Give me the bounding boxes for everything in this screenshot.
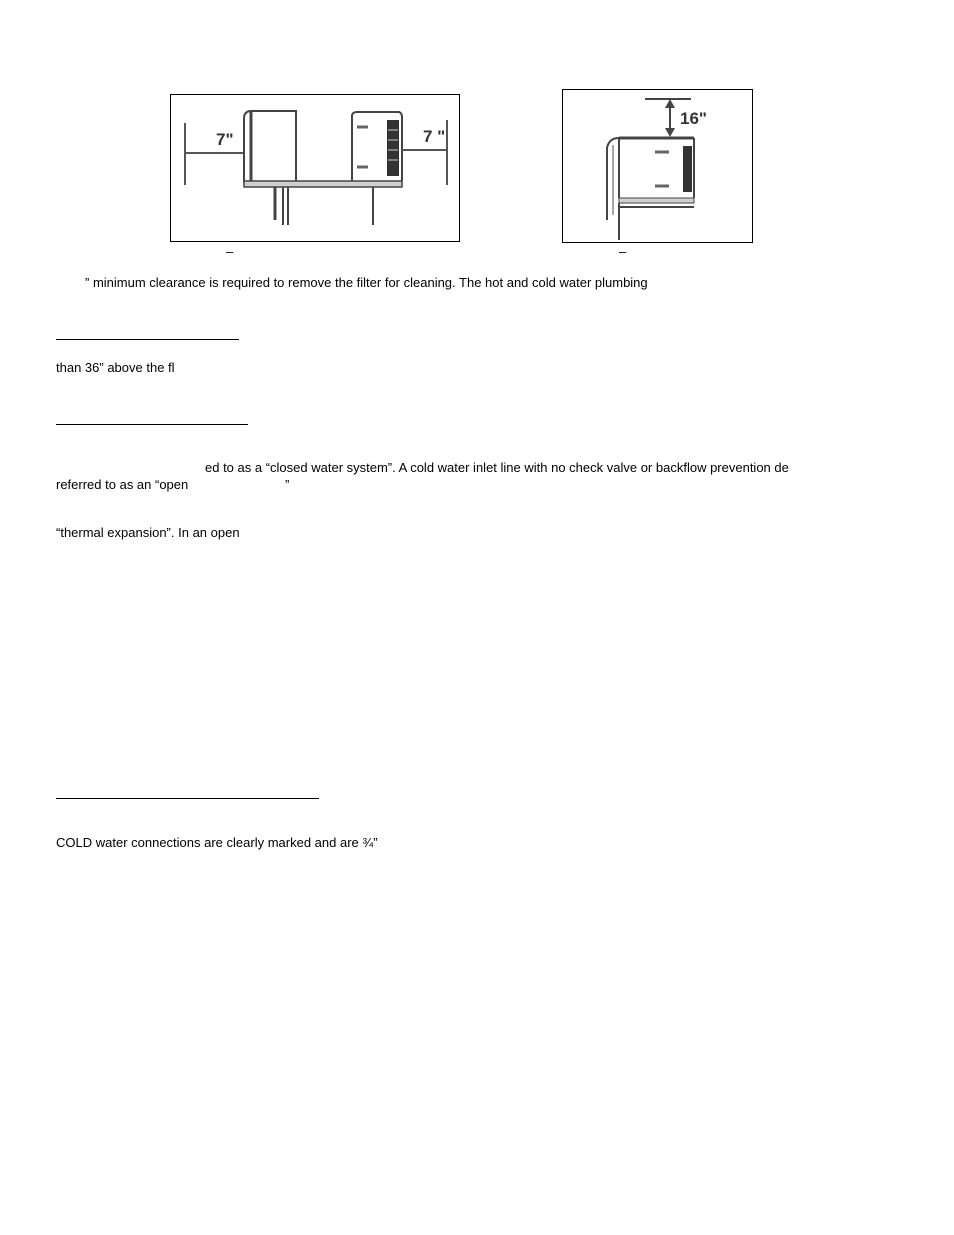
side-figure-caption: – — [226, 244, 234, 259]
closed-system-line-2: referred to as an “open — [56, 477, 189, 492]
section-heading-rule — [56, 339, 239, 340]
closed-system-line-1: ed to as a “closed water system”. A cold water inlet line with no check valve or backflow prevention de — [205, 460, 789, 475]
top-clearance-label: 16" — [680, 109, 707, 128]
top-figure-caption: – — [619, 244, 627, 259]
top-clearance-drawing — [563, 90, 752, 242]
section-heading-rule — [56, 798, 319, 799]
clearance-paragraph: ” minimum clearance is required to remove the filter for cleaning. The hot and cold water plumbing — [85, 275, 648, 290]
left-clearance-label: 7" — [216, 130, 234, 149]
top-clearance-figure — [562, 89, 753, 243]
floor-paragraph: than 36” above the fl — [56, 360, 175, 375]
closed-system-line-2-quote: ” — [285, 477, 290, 492]
thermal-expansion-paragraph: “thermal expansion”. In an open — [56, 525, 240, 540]
side-clearance-figure — [170, 94, 460, 242]
right-clearance-label: 7 " — [423, 127, 446, 146]
section-heading-rule — [56, 424, 248, 425]
cold-connection-paragraph: COLD water connections are clearly marked and are ¾” — [56, 835, 378, 850]
side-clearance-drawing — [171, 95, 459, 241]
